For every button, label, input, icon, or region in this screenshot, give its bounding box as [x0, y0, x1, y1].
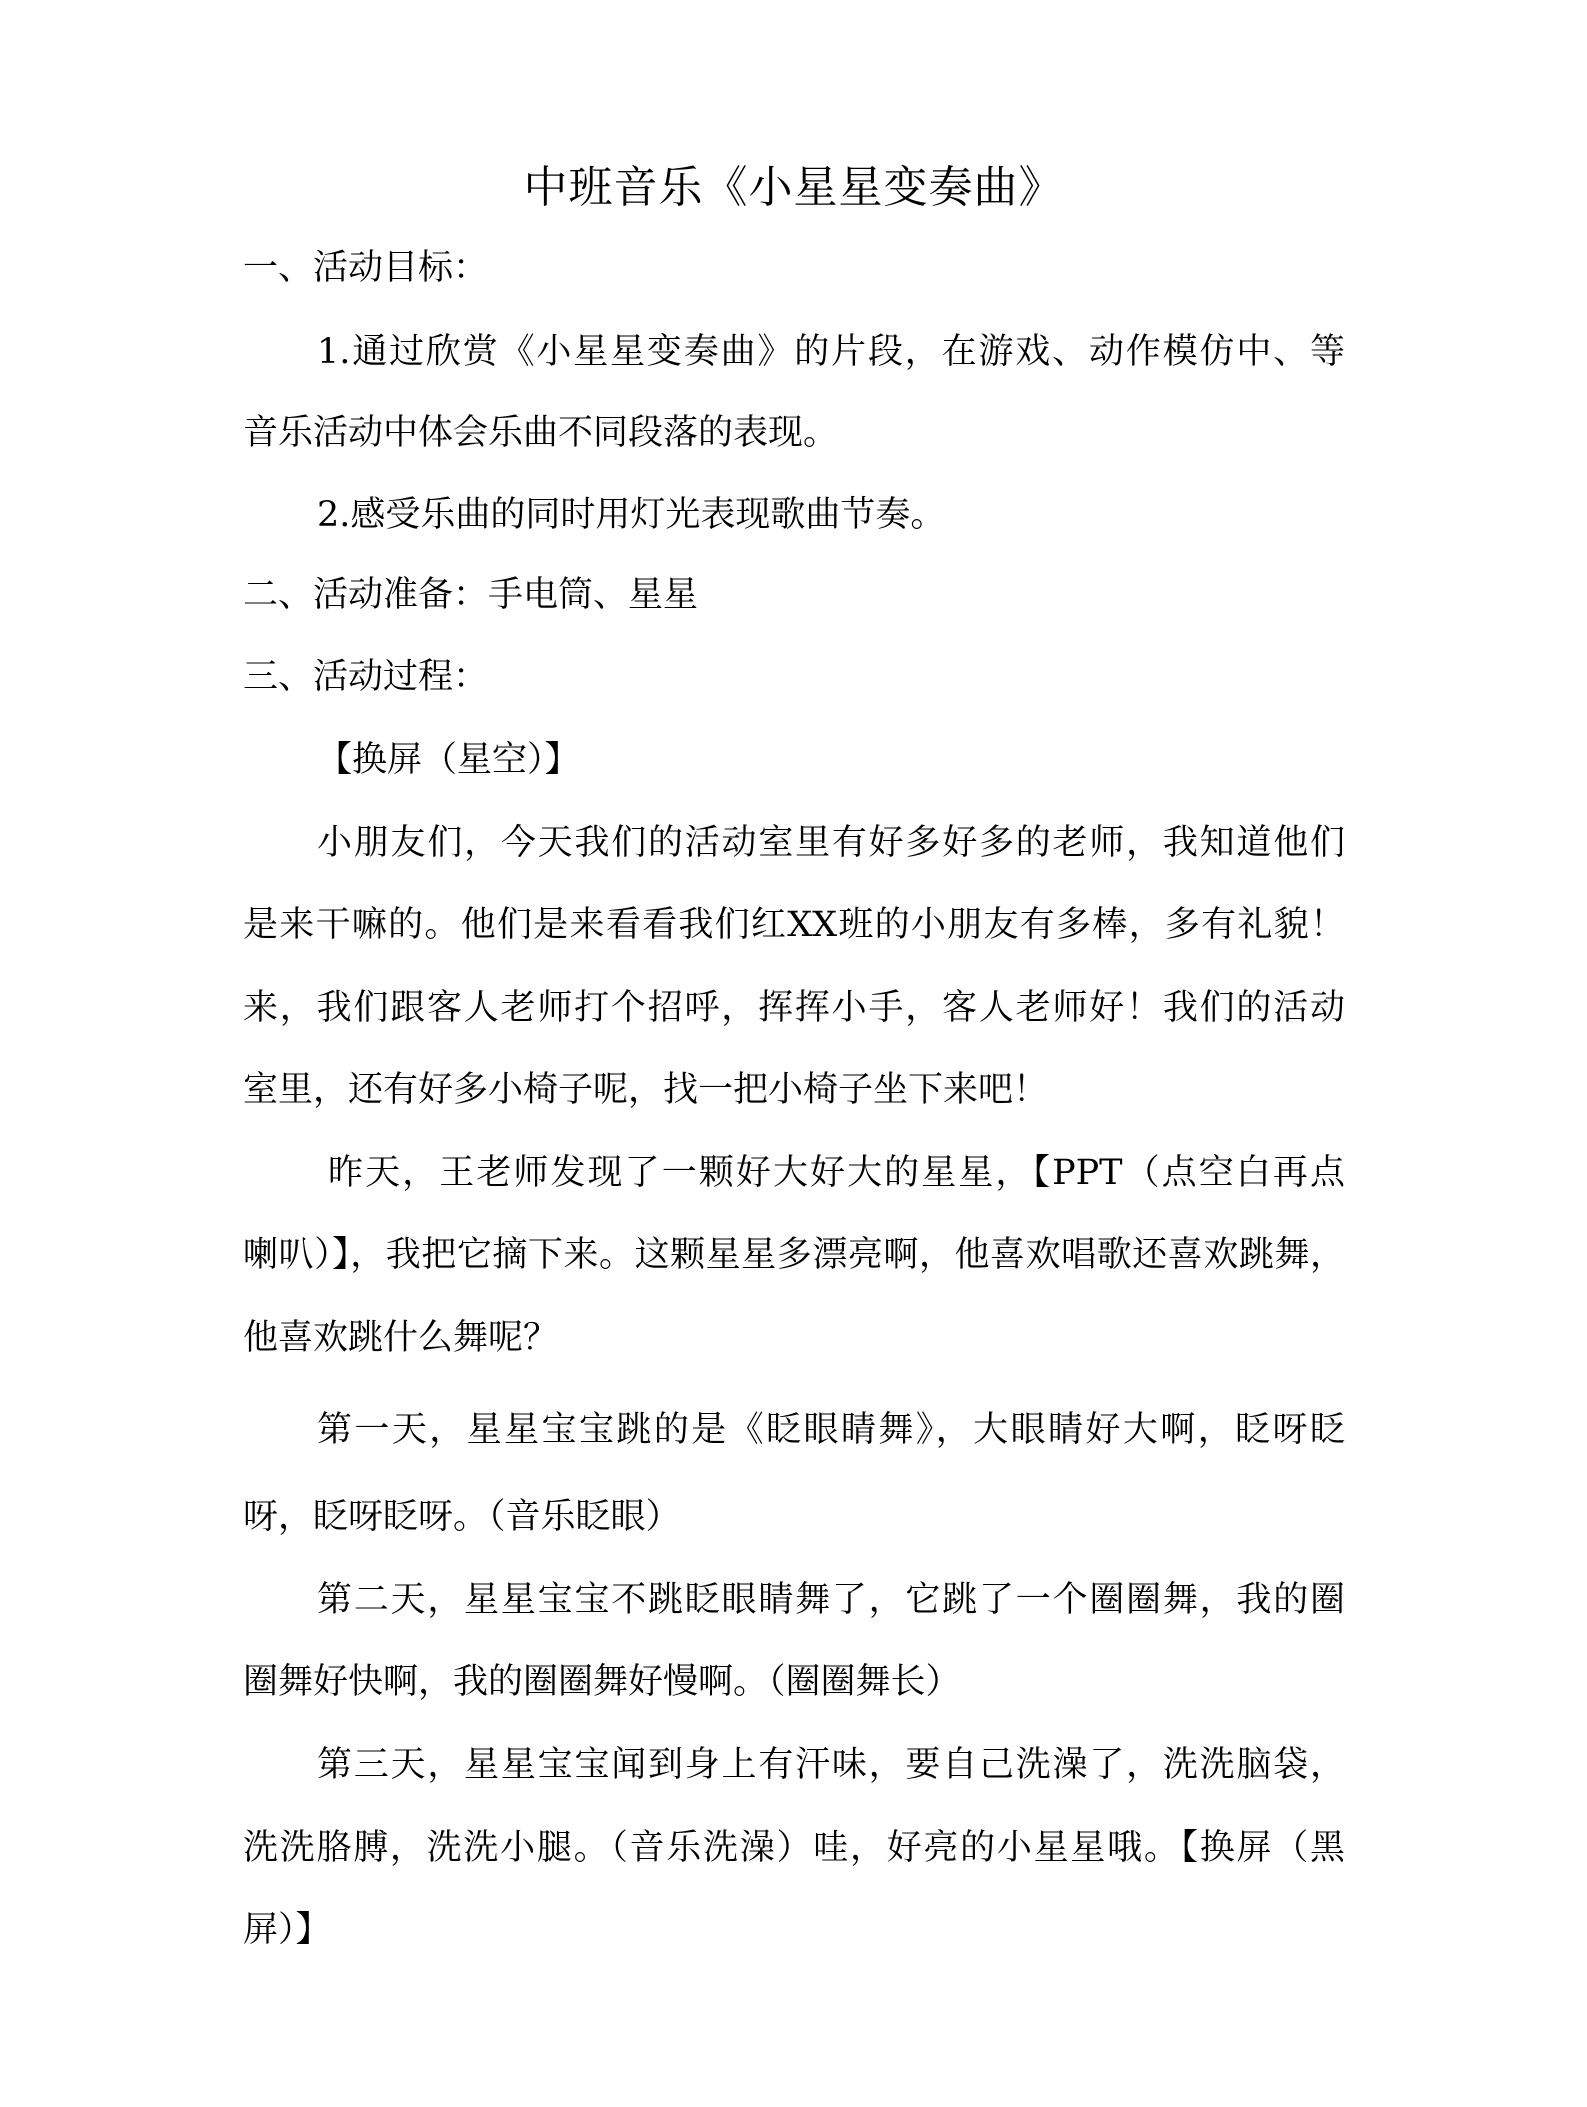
- paragraph-greeting-line-4: 室里，还有好多小椅子呢，找一把小椅子坐下来吧！: [243, 1070, 1049, 1110]
- goal-2: 2.感受乐曲的同时用灯光表现歌曲节奏。: [317, 495, 946, 535]
- paragraph-day1-line-2: 呀，眨呀眨呀。（音乐眨眼）: [243, 1497, 681, 1537]
- paragraph-day1-line-1: 第一天，星星宝宝跳的是《眨眼睛舞》，大眼睛好大啊，眨呀眨: [317, 1410, 1345, 1450]
- paragraph-star-line-3: 他喜欢跳什么舞呢？: [243, 1318, 559, 1358]
- section-heading-goals: 一、活动目标：: [243, 248, 489, 288]
- paragraph-day2-line-2: 圈舞好快啊，我的圈圈舞好慢啊。（圈圈舞长）: [243, 1662, 961, 1702]
- section-heading-process: 三、活动过程：: [243, 657, 489, 697]
- paragraph-star-line-2: 喇叭）】，我把它摘下来。这颗星星多漂亮啊，他喜欢唱歌还喜欢跳舞，: [243, 1235, 1345, 1275]
- paragraph-day3-line-1: 第三天，星星宝宝闻到身上有汗味，要自己洗澡了，洗洗脑袋，: [317, 1745, 1345, 1785]
- paragraph-day3-line-3: 屏）】: [243, 1910, 331, 1950]
- paragraph-greeting-line-2: 是来干嘛的。他们是来看看我们红XX班的小朋友有多棒，多有礼貌！: [243, 905, 1345, 945]
- goal-1-line-1: 1.通过欣赏《小星星变奏曲》的片段，在游戏、动作模仿中、等: [317, 332, 1345, 372]
- paragraph-day3-line-2: 洗洗胳膊，洗洗小腿。（音乐洗澡）哇，好亮的小星星哦。【换屏（黑: [243, 1828, 1345, 1868]
- paragraph-star-line-1: 昨天，王老师发现了一颗好大好大的星星，【PPT（点空白再点: [328, 1153, 1345, 1193]
- paragraph-day2-line-1: 第二天，星星宝宝不跳眨眼睛舞了，它跳了一个圈圈舞，我的圈: [317, 1580, 1345, 1620]
- stage-direction-starry-sky: 【换屏（星空）】: [317, 740, 580, 780]
- paragraph-greeting-line-1: 小朋友们，今天我们的活动室里有好多好多的老师，我知道他们: [317, 823, 1345, 863]
- section-heading-preparation: 二、活动准备：手电筒、星星: [243, 575, 699, 615]
- paragraph-greeting-line-3: 来，我们跟客人老师打个招呼，挥挥小手，客人老师好！我们的活动: [243, 988, 1345, 1028]
- document-title: 中班音乐《小星星变奏曲》: [523, 162, 1064, 213]
- goal-1-line-2: 音乐活动中体会乐曲不同段落的表现。: [243, 413, 839, 453]
